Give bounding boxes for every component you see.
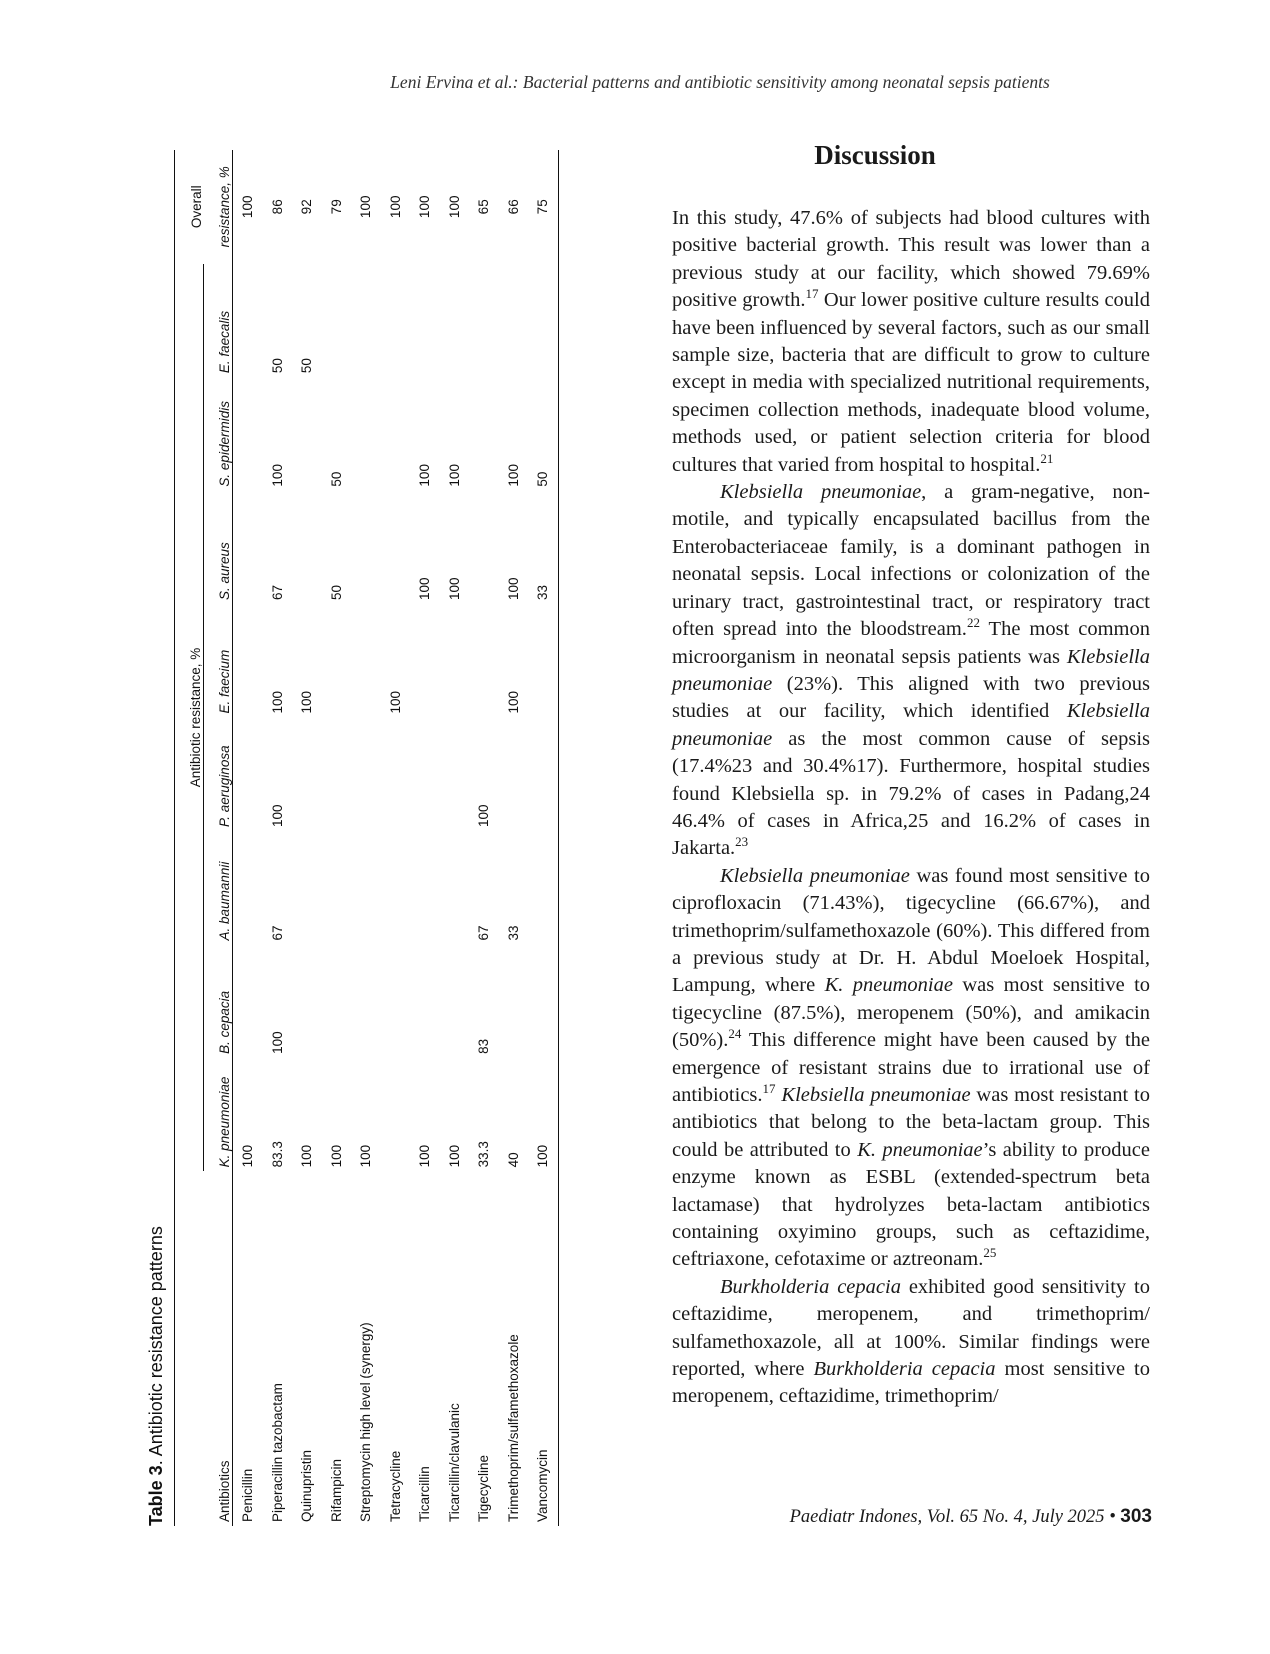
resistance-cell: 100 [417,577,433,601]
resistance-cell [410,718,440,831]
overall-header-line2: resistance, % [204,150,233,264]
resistance-cell [292,718,322,831]
antibiotic-name: Tigecycline [476,1454,492,1522]
overall-resistance-cell: 100 [446,195,462,219]
resistance-cell [410,264,440,378]
resistance-cell: 50 [328,585,344,601]
resistance-cell [351,831,381,944]
table-caption [138,150,174,1526]
table-row [410,150,440,1526]
group-header: Antibiotic resistance, % [175,264,204,1172]
col-header-bacteria: S. epidermidis [204,377,233,490]
resistance-cell: 67 [269,925,285,941]
resistance-cell: 100 [328,1144,344,1168]
body-paragraph: Burkholderia cepacia exhibited good sensitivity to ceftazidime, meropenem, and trimethoprim/ sulfamethoxazole, all at 100%. Similar findings were reported, where Burkholderia cepacia most sensitive to meropenem, ceftazidime, trimethoprim/ [672,1275,1151,1408]
table-row [292,150,322,1526]
page-footer [790,1506,1152,1528]
antibiotic-name: Trimethoprim/sulfamethoxazole [505,1334,521,1522]
table-row [263,150,293,1526]
overall-resistance-cell: 100 [387,195,403,219]
resistance-cell [410,604,440,717]
resistance-cell [499,944,529,1057]
resistance-cell [292,831,322,944]
resistance-cell: 100 [299,1144,315,1168]
resistance-cell: 50 [328,471,344,487]
resistance-cell [292,491,322,604]
resistance-cell [440,718,470,831]
resistance-cell: 40 [505,1152,521,1168]
table-row [322,150,352,1526]
table-row [528,150,558,1526]
resistance-cell: 100 [299,690,315,714]
resistance-cell [499,264,529,378]
resistance-cell [322,718,352,831]
rotated-table [138,150,551,1526]
resistance-cell [381,944,411,1057]
antibiotic-name: Rifampicin [328,1458,344,1522]
footer-journal: Paediatr Indones, Vol. 65 No. 4, July 2025 [789,1507,1105,1527]
resistance-cell: 100 [505,690,521,714]
table-body [233,150,559,1526]
overall-resistance-cell: 79 [328,199,344,215]
resistance-cell [322,604,352,717]
resistance-cell [381,491,411,604]
resistance-cell [381,1058,411,1171]
resistance-cell: 100 [505,577,521,601]
resistance-cell [233,264,263,378]
resistance-cell [381,264,411,378]
resistance-cell [528,831,558,944]
section-title: Discussion [814,140,936,170]
table-row [469,150,499,1526]
resistance-cell: 100 [240,1144,256,1168]
resistance-cell: 100 [269,690,285,714]
resistance-cell: 100 [269,464,285,487]
resistance-cell: 100 [446,1144,462,1168]
resistance-cell [440,944,470,1057]
resistance-cell: 100 [358,1144,374,1168]
col-header-bacteria: B. cepacia [204,944,233,1057]
resistance-cell: 50 [528,377,558,490]
resistance-cell: 100 [446,577,462,601]
table-caption-text: . Antibiotic resistance patterns [146,1226,166,1466]
resistance-cell [233,718,263,831]
resistance-table [174,150,559,1526]
resistance-cell [381,831,411,944]
resistance-cell [440,264,470,378]
col-header-antibiotics: Antibiotics [175,1171,233,1526]
resistance-cell [351,377,381,490]
overall-header-line1: Overall [188,185,204,229]
running-head: Leni Ervina et al.: Bacterial patterns and antibiotic sensitivity among neonatal sepsis patients [390,72,1050,92]
resistance-cell: 100 [417,464,433,487]
resistance-cell [233,491,263,604]
resistance-cell [233,377,263,490]
table-row [351,150,381,1526]
col-header-bacteria: S. aureus [204,491,233,604]
table-caption-label: Table 3 [146,1465,166,1526]
resistance-cell [351,718,381,831]
resistance-cell [469,491,499,604]
resistance-cell: 100 [269,804,285,827]
resistance-cell: 50 [269,358,285,374]
resistance-cell [469,264,499,378]
footer-bullet: • [1109,1507,1116,1527]
discussion-body [672,205,1150,1411]
resistance-cell [528,264,558,378]
resistance-cell [322,831,352,944]
resistance-cell [469,604,499,717]
antibiotic-name: Ticarcillin [417,1466,433,1522]
resistance-cell [410,944,440,1057]
resistance-cell: 33 [505,925,521,941]
resistance-cell [233,831,263,944]
resistance-cell: 100 [528,1058,558,1171]
resistance-cell [528,944,558,1057]
col-header-bacteria: E. faecium [204,604,233,717]
resistance-cell [233,944,263,1057]
col-header-bacteria: P. aeruginosa [204,718,233,831]
resistance-cell [528,604,558,717]
resistance-cell: 33.3 [476,1141,492,1168]
resistance-cell: 83 [476,1038,492,1054]
resistance-cell [351,264,381,378]
antibiotic-name: Piperacillin tazobactam [269,1383,285,1522]
antibiotic-name: Penicillin [240,1468,256,1522]
col-header-bacteria: E. faecalis [204,264,233,378]
overall-resistance-cell: 100 [240,195,256,219]
resistance-cell: 100 [387,690,403,714]
antibiotic-name: Vancomycin [528,1171,558,1526]
antibiotic-name: Quinupristin [299,1449,315,1522]
resistance-cell: 100 [505,464,521,487]
resistance-cell [351,491,381,604]
overall-resistance-cell: 66 [505,199,521,215]
col-header-bacteria: K. pneumoniae [204,1058,233,1171]
table-row [381,150,411,1526]
resistance-cell [528,718,558,831]
resistance-cell: 67 [269,585,285,601]
resistance-cell: 50 [299,358,315,374]
antibiotic-name: Ticarcillin/clavulanic [446,1403,462,1522]
resistance-cell [381,718,411,831]
resistance-cell: 100 [269,1031,285,1054]
resistance-cell [351,604,381,717]
col-header-bacteria: A. baumannii [204,831,233,944]
overall-resistance-cell: 92 [299,199,315,215]
resistance-cell [440,604,470,717]
resistance-cell: 83.3 [269,1141,285,1168]
resistance-cell: 100 [476,804,492,827]
antibiotic-name: Tetracycline [387,1450,403,1522]
overall-resistance-cell: 86 [269,199,285,215]
overall-resistance-cell: 65 [476,199,492,215]
resistance-cell [322,264,352,378]
antibiotic-name: Streptomycin high level (synergy) [358,1322,374,1522]
overall-resistance-cell: 100 [358,195,374,219]
table-row [440,150,470,1526]
resistance-cell [292,377,322,490]
overall-resistance-cell: 100 [417,195,433,219]
resistance-cell: 100 [417,1144,433,1168]
body-paragraph: Klebsiella pneumoniae, a gram-negative, non-motile, and typically encapsulated bacillus from the Enterobacteriaceae family, is a dominant pathogen in neonatal sepsis. Local infections or colonization of the urinary tract, gastrointestinal tract, or respiratory tract often spread into the bloodstream.$^{22}$ The most common microorganism in neonatal sepsis patients was Klebsiella pneumoniae (23%). This aligned with two previous studies at our facility, which identified Klebsiella pneumoniae as the most common cause of sepsis (17.4%23 and 30.4%17). Furthermore, hospital studies found Klebsiella sp. in 79.2% of cases in Padang,24 46.4% of cases in Africa,25 and 16.2% of cases in Jakarta.$^{23}$ [672,481,1150,860]
resistance-cell: 100 [446,464,462,487]
page-number: 303 [1120,1506,1152,1527]
table-row [499,150,529,1526]
resistance-cell [440,831,470,944]
resistance-cell [322,944,352,1057]
resistance-cell [233,604,263,717]
resistance-cell: 67 [476,925,492,941]
body-paragraph: In this study, 47.6% of subjects had blood cultures with positive bacterial growth. This result was lower than a previous study at our facility, which showed 79.69% positive growth.$^{17}$ Our lower positive culture results could have been influenced by several factors, such as our small sample size, bacteria that are difficult to grow to culture except in media with specialized nutritional requirements, specimen collection methods, inadequate blood volume, methods used, or patient selection criteria for blood cultures that varied from hospital to hospital.$^{21}$ [672,207,1150,476]
body-paragraph: Klebsiella pneumoniae was found most sensitive to ciprofloxacin (71.43%), tigecycline (66.67%), and trimethoprim/sulfamethoxazole (60%). This differed from a previous study at Dr. H. Abdul Moeloek Hospital, Lampung, where K. pneumoniae was most sensitive to tigecycline (87.5%), meropenem (50%), and amikacin (50%).$^{24}$ This difference might have been caused by the emergence of resistant strains due to irrational use of antibiotics.$^{17}$ Klebsiella pneumoniae was most resistant to antibiotics that belong to the beta-lactam group. This could be attributed to K. pneumoniae’s ability to produce enzyme known as ESBL (extended-spectrum beta lactamase) that hydrolyzes beta-lactam antibiotics containing oxyimino groups, such as ceftazidime, ceftriaxone, cefotaxime or aztreonam.$^{25}$ [672,864,1151,1271]
resistance-cell [381,377,411,490]
overall-resistance-cell: 75 [528,150,558,264]
resistance-cell [351,944,381,1057]
resistance-cell [469,377,499,490]
resistance-cell [292,944,322,1057]
table-row [233,150,263,1526]
resistance-cell: 33 [528,491,558,604]
resistance-cell [499,718,529,831]
resistance-cell [410,831,440,944]
